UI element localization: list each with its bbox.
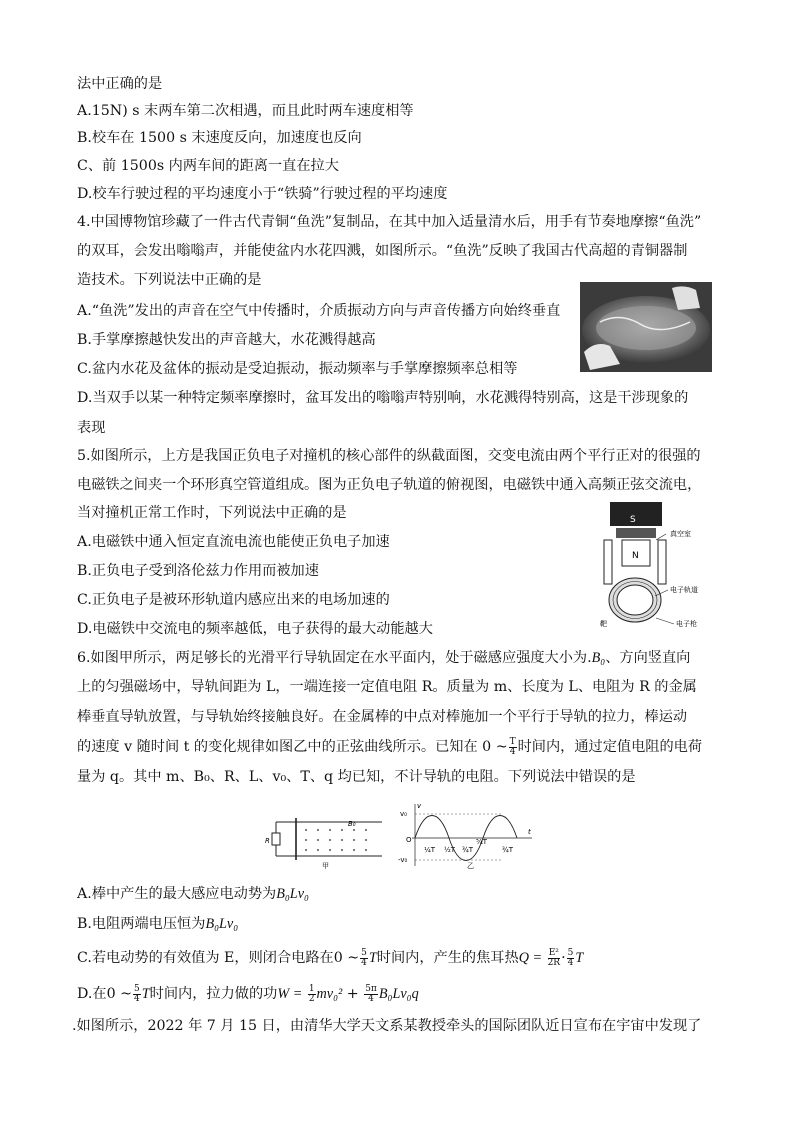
- s-pole-label: S: [630, 515, 636, 525]
- q6-stem-2: 上的匀强磁场中，导轨间距为 L，一端连接一定值电阻 R。质量为 m、长度为 L、电阻为 R 的金属: [77, 679, 697, 695]
- q4-stem-2: 的双耳，会发出嗡嗡声，并能使盆内水花四溅，如图所示。“鱼洗”反映了我国古代高超的青铜器制: [77, 243, 688, 259]
- fig-jia-label: 甲: [322, 862, 329, 870]
- n-pole-label: N: [632, 551, 639, 561]
- q6-stem-4: 的速度 v 随时间 t 的变化规律如图乙中的正弦曲线所示。已知在 0 ~ $\frac{T}{4}$ 时间内，通过定值电阻的电荷: [77, 736, 703, 757]
- q4-option-d-2: 表现: [77, 420, 106, 436]
- collider-diagram: [600, 500, 720, 630]
- q6-option-d: D.在0 ~ $\frac{5}{4}$ T时间内，拉力做的功W = $\frac{1}{2}$ mv₀² + $\frac{5\pi}{4}$ B₀Lv₀q: [77, 983, 419, 1004]
- yuxi-photo: [580, 282, 712, 372]
- q5-option-a: A.电磁铁中通入恒定直流电流也能使正负电子加速: [77, 534, 390, 550]
- q6-figures: [262, 800, 536, 872]
- q5-option-d: D.电磁铁中交流电的频率越低，电子获得的最大动能越大: [77, 621, 433, 637]
- q4-stem-1: 4.中国博物馆珍藏了一件古代青铜“鱼洗”复制品，在其中加入适量清水后，用手有节奏地摩擦“鱼洗”: [77, 214, 702, 230]
- q6-option-b: B.电阻两端电压恒为B₀Lv₀: [77, 916, 239, 932]
- target-label: 靶: [600, 620, 607, 628]
- q4-option-c: C.盆内水花及盆体的振动是受迫振动，振动频率与手掌摩擦频率总相等: [77, 361, 518, 377]
- resistor-label: R: [265, 837, 270, 845]
- gun-label: 电子枪: [676, 620, 697, 628]
- q5-stem-2: 电磁铁之间夹一个环形真空管道组成。图为正负电子轨道的俯视图，电磁铁中通入高频正弦交流电，: [77, 477, 702, 493]
- q5-stem-1: 5.如图所示，上方是我国正负电子对撞机的核心部件的纵截面图，交变电流由两个平行正对的很强的: [77, 448, 701, 464]
- q5-option-b: B.正负电子受到洛伦兹力作用而被加速: [77, 563, 319, 579]
- option-c: C、前 1500s 内两车间的距离一直在拉大: [77, 158, 339, 174]
- q6-stem-5: 量为 q。其中 m、B₀、R、L、v₀、T、q 均已知，不计导轨的电阻。下列说法中错误的是: [77, 769, 636, 785]
- q5-option-c: C.正负电子是被环形轨道内感应出来的电场加速的: [77, 592, 390, 608]
- origin-label: O: [406, 836, 412, 844]
- q4-stem-3: 造技术。下列说法中正确的是: [77, 272, 262, 288]
- b0-label: B₀: [348, 820, 356, 828]
- tick-half-t: ½T: [444, 846, 456, 854]
- fig-yi-label: 乙: [467, 862, 474, 870]
- q6-option-c: C.若电动势的有效值为 E，则闭合电路在0 ~ $\frac{5}{4}$ T时间内，产生的焦耳热Q = $\frac{\text{E²}}{2R}$ · $\frac{5}{4}$ T: [77, 947, 584, 968]
- q6-stem-3: 棒垂直导轨放置，与导轨始终接触良好。在金属棒的中点对棒施加一个平行于导轨的拉力，棒运动: [77, 709, 688, 725]
- tick-five-quarter-t: ⁵⁄₄T: [476, 838, 488, 846]
- option-b: B.校车在 1500 s 末速度反向，加速度也反向: [77, 130, 362, 146]
- v0-label: v₀: [400, 810, 407, 818]
- q4-option-b: B.手掌摩擦越快发出的声音越大，水花溅得越高: [77, 332, 376, 348]
- q5-stem-3: 当对撞机正常工作时，下列说法中正确的是: [77, 505, 347, 521]
- neg-v0-label: -v₀: [398, 856, 408, 864]
- fraction-t-over-4: $\frac{T}{4}$: [509, 736, 516, 757]
- track-label: 电子轨道: [670, 586, 698, 594]
- tick-quarter-t: ¼T: [424, 846, 436, 854]
- q6-stem-1: 6.如图甲所示，两足够长的光滑平行导轨固定在水平面内，处于磁感应强度大小为.B₀、方向竖直向: [77, 650, 691, 666]
- t-axis-label: t: [528, 828, 531, 836]
- option-a: A.15N) s 末两车第二次相遇，而且此时两车速度相等: [77, 103, 414, 119]
- v-axis-label: v: [417, 802, 422, 810]
- q4-option-d-1: D.当双手以某一种特定频率摩擦时，盆耳发出的嗡嗡声特别响，水花溅得特别高，这是干涉现象的: [77, 390, 689, 406]
- q4-option-a: A.“鱼洗”发出的声音在空气中传播时，介质振动方向与声音传播方向始终垂直: [77, 303, 561, 319]
- option-d: D.校车行驶过程的平均速度小于“铁骑”行驶过程的平均速度: [77, 186, 448, 202]
- text-line: 法中正确的是: [77, 76, 163, 92]
- vacuum-label: 真空室: [670, 530, 691, 538]
- tick-three-quarter-t-2: ¾T: [502, 846, 514, 854]
- tick-three-quarter-t: ¾T: [462, 846, 474, 854]
- q7-stem-1: .如图所示，2022 年 7 月 15 日，由清华大学天文系某教授牵头的国际团队近日宣布在宇宙中发现了: [72, 1018, 702, 1034]
- q6-option-a: A.棒中产生的最大感应电动势为B₀Lv₀: [77, 886, 309, 902]
